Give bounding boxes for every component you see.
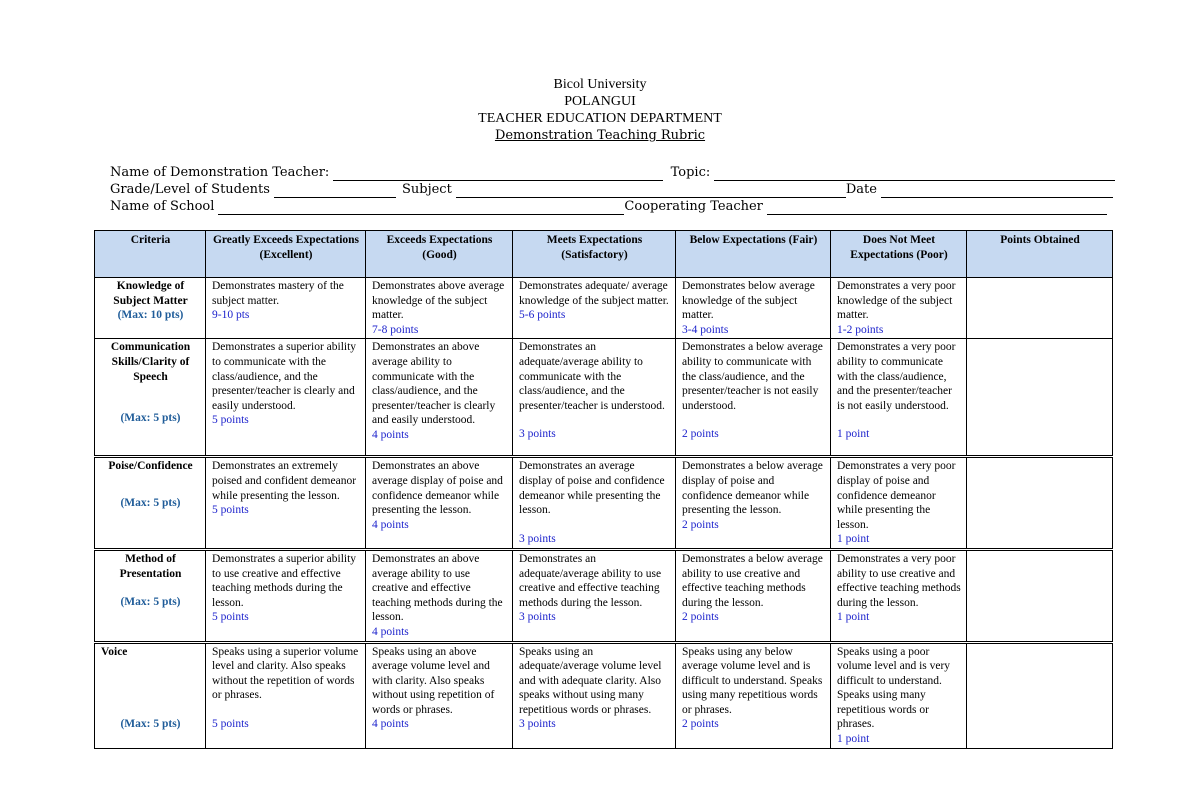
cell-points: 5 points: [212, 504, 249, 517]
cell-description: Demonstrates a below average ability to use creative and effective teaching methods during the lesson.: [682, 552, 823, 609]
rubric-cell: [206, 457, 366, 550]
cell-points: 4 points: [372, 718, 409, 731]
cell-description: Demonstrates a very poor display of poise and confidence demeanor while presenting the lesson.: [837, 460, 956, 531]
field-row-teacher: [110, 164, 1115, 181]
document-header: [0, 76, 1200, 144]
cell-points: 4 points: [372, 428, 409, 441]
cell-description: Demonstrates adequate/ average knowledge of the subject matter.: [519, 280, 669, 307]
grade-level-line[interactable]: [274, 184, 396, 198]
cell-description: Demonstrates a below average ability to communicate with the class/audience, and the presenter/teacher is not easily understood.: [682, 341, 823, 412]
criteria-name: Method of Presentation: [119, 552, 182, 580]
cell-description: Speaks using an above average volume level and with clarity. Also speaks without using repetition of words or phrases.: [372, 645, 495, 716]
table-row: [95, 549, 1113, 642]
rubric-cell: [206, 549, 366, 642]
criteria-max: (Max: 5 pts): [120, 718, 181, 731]
cell-description: Demonstrates an above average ability to use creative and effective teaching methods during the lesson.: [372, 552, 503, 624]
cell-description: Demonstrates a very poor ability to use creative and effective teaching methods during the lesson.: [837, 552, 961, 609]
criteria-name: Voice: [101, 645, 128, 658]
rubric-cell: [831, 457, 967, 550]
cell-description: Demonstrates a very poor knowledge of the subject matter.: [837, 280, 956, 322]
cell-description: Speaks using any below average volume level and is difficult to understand. Speaks using many repetitious words or phrases.: [682, 645, 823, 716]
cell-points: 5 points: [212, 611, 249, 624]
cell-points: 1 point: [837, 428, 870, 441]
cell-description: Demonstrates an adequate/average ability to communicate with the class/audience, and the presenter/teacher is understood.: [519, 341, 665, 412]
topic-label: Topic:: [670, 165, 711, 180]
criteria-max: (Max: 5 pts): [120, 412, 181, 425]
header-exceeds: Exceeds Expectations (Good): [366, 231, 513, 278]
info-fields: [110, 164, 1115, 215]
criteria-name: Communication Skills/Clarity of Speech: [110, 341, 191, 383]
criteria-cell: [95, 642, 206, 748]
cell-description: Demonstrates a very poor ability to communicate with the class/audience, and the presenter/teacher is not easily understood.: [837, 341, 956, 412]
cooperating-teacher-line[interactable]: [767, 201, 1107, 215]
rubric-cell: [366, 642, 513, 748]
points-obtained-cell[interactable]: [967, 339, 1113, 457]
cell-description: Demonstrates below average knowledge of the subject matter.: [682, 280, 815, 322]
table-row: [95, 642, 1113, 748]
header-criteria: Criteria: [95, 231, 206, 278]
university-name: Bicol University: [553, 77, 647, 92]
rubric-cell: [513, 278, 676, 339]
rubric-cell: [676, 642, 831, 748]
rubric-cell: [513, 339, 676, 457]
cell-points: 3 points: [519, 532, 556, 545]
cell-description: Demonstrates an adequate/average ability to use creative and effective teaching methods during the lesson.: [519, 552, 662, 609]
criteria-cell: [95, 549, 206, 642]
rubric-cell: [676, 549, 831, 642]
cell-description: Speaks using a superior volume level and clarity. Also speaks without the repetition of words or phrases.: [212, 645, 359, 702]
rubric-cell: [831, 549, 967, 642]
cell-points: 2 points: [682, 718, 719, 731]
cell-points: 5-6 points: [519, 309, 566, 322]
rubric-cell: [831, 278, 967, 339]
table-row: [95, 457, 1113, 550]
header-below: Below Expectations (Fair): [676, 231, 831, 278]
cell-points: 3 points: [519, 611, 556, 624]
cell-points: 3 points: [519, 428, 556, 441]
cell-description: Demonstrates an extremely poised and confident demeanor while presenting the lesson.: [212, 460, 357, 502]
criteria-cell: [95, 457, 206, 550]
criteria-name: Knowledge of Subject Matter: [113, 280, 188, 307]
cooperating-teacher-label: Cooperating Teacher: [624, 199, 763, 214]
criteria-max: (Max: 5 pts): [120, 496, 181, 509]
cell-description: Speaks using a poor volume level and is very difficult to understand. Speaks using many repetitious words or phrases.: [837, 645, 951, 731]
header-does-not-meet: Does Not Meet Expectations (Poor): [831, 231, 967, 278]
campus-name: POLANGUI: [564, 94, 636, 109]
criteria-max: (Max: 5 pts): [120, 596, 181, 609]
date-line[interactable]: [881, 184, 1113, 198]
cell-description: Demonstrates a below average display of poise and confidence demeanor while presenting the lesson.: [682, 460, 823, 517]
subject-line[interactable]: [456, 184, 846, 198]
points-obtained-cell[interactable]: [967, 642, 1113, 748]
subject-label: Subject: [401, 182, 452, 197]
teacher-name-label: Name of Demonstration Teacher:: [110, 165, 330, 180]
document-title: Demonstration Teaching Rubric: [494, 128, 706, 143]
department-name: TEACHER EDUCATION DEPARTMENT: [478, 111, 722, 126]
rubric-cell: [676, 457, 831, 550]
header-greatly-exceeds: Greatly Exceeds Expectations (Excellent): [206, 231, 366, 278]
points-obtained-cell[interactable]: [967, 549, 1113, 642]
rubric-cell: [831, 642, 967, 748]
header-points-obtained: Points Obtained: [967, 231, 1113, 278]
cell-description: Demonstrates an average display of poise and confidence demeanor while presenting the lesson.: [519, 460, 665, 517]
table-row: [95, 339, 1113, 457]
rubric-cell: [676, 339, 831, 457]
cell-description: Demonstrates an above average ability to communicate with the class/audience, and the presenter/teacher is clearly and easily understood.: [372, 341, 496, 427]
rubric-cell: [366, 549, 513, 642]
field-row-grade: [110, 181, 1115, 198]
rubric-cell: [206, 339, 366, 457]
cell-points: 7-8 points: [372, 323, 419, 336]
criteria-cell: [95, 339, 206, 457]
field-row-school: [110, 198, 1115, 215]
table-row: [95, 278, 1113, 339]
header-meets: Meets Expectations (Satisfactory): [513, 231, 676, 278]
cell-points: 1 point: [837, 611, 870, 624]
rubric-table: [94, 230, 1113, 749]
grade-level-label: Grade/Level of Students: [110, 182, 270, 197]
cell-description: Demonstrates above average knowledge of the subject matter.: [372, 280, 505, 322]
cell-points: 4 points: [372, 518, 409, 531]
rubric-cell: [831, 339, 967, 457]
rubric-cell: [206, 642, 366, 748]
topic-line[interactable]: [714, 167, 1115, 181]
rubric-cell: [513, 549, 676, 642]
cell-points: 5 points: [212, 414, 249, 427]
cell-points: 3-4 points: [682, 323, 729, 336]
rubric-cell: [676, 278, 831, 339]
rubric-cell: [366, 278, 513, 339]
rubric-cell: [513, 642, 676, 748]
cell-points: 1-2 points: [837, 323, 884, 336]
date-label: Date: [845, 182, 877, 197]
cell-points: 2 points: [682, 518, 719, 531]
points-obtained-cell[interactable]: [967, 278, 1113, 339]
rubric-cell: [206, 278, 366, 339]
cell-description: Demonstrates mastery of the subject matter.: [212, 280, 344, 307]
criteria-name: Poise/Confidence: [108, 460, 193, 473]
cell-points: 1 point: [837, 733, 870, 746]
cell-description: Speaks using an adequate/average volume level and with adequate clarity. Also speaks without using many repetitious words or phrases.: [519, 645, 662, 716]
criteria-cell: [95, 278, 206, 339]
criteria-max: (Max: 10 pts): [117, 309, 184, 322]
points-obtained-cell[interactable]: [967, 457, 1113, 550]
school-name-line[interactable]: [218, 201, 624, 215]
cell-points: 3 points: [519, 718, 556, 731]
cell-points: 1 point: [837, 533, 870, 546]
cell-points: 2 points: [682, 611, 719, 624]
school-name-label: Name of School: [110, 199, 215, 214]
cell-description: Demonstrates a superior ability to communicate with the class/audience, and the presenter/teacher is clearly and easily understood.: [212, 341, 357, 412]
rubric-cell: [513, 457, 676, 550]
cell-description: Demonstrates an above average display of poise and confidence demeanor while presenting the lesson.: [372, 460, 503, 517]
teacher-name-line[interactable]: [333, 167, 662, 181]
rubric-cell: [366, 457, 513, 550]
cell-points: 9-10 pts: [212, 309, 250, 322]
cell-description: Demonstrates a superior ability to use creative and effective teaching methods during the lesson.: [212, 552, 357, 609]
rubric-cell: [366, 339, 513, 457]
cell-points: 4 points: [372, 625, 409, 638]
cell-points: 5 points: [212, 717, 249, 730]
cell-points: 2 points: [682, 428, 719, 441]
table-header-row: [95, 231, 1113, 278]
